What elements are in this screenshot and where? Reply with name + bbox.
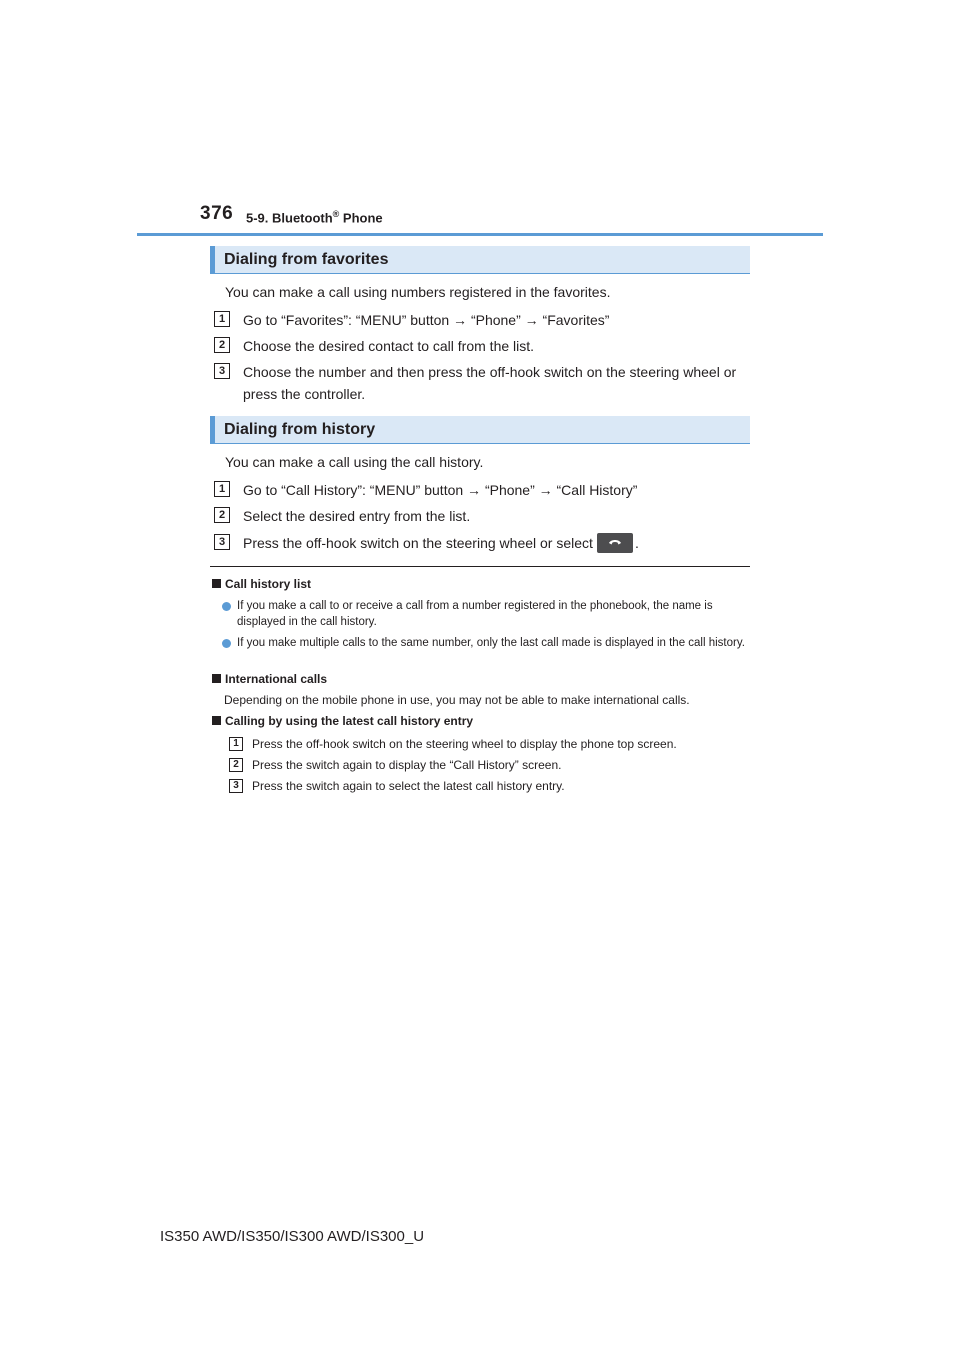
- favorites-intro: You can make a call using numbers registered in the favorites.: [225, 284, 611, 300]
- footer-model: IS350 AWD/IS350/IS300 AWD/IS300_U: [160, 1228, 425, 1245]
- note-heading-latest: [212, 714, 473, 728]
- section-favorites-heading: [210, 246, 750, 274]
- bullet-text: If you make multiple calls to the same number, only the last call made is displayed in the call history.: [237, 637, 745, 649]
- note-bullet: [222, 598, 752, 630]
- note-heading-international: [212, 672, 327, 686]
- chapter-title: [246, 209, 383, 225]
- circle-bullet-icon: [222, 602, 231, 611]
- square-bullet-icon: [212, 716, 221, 725]
- note-bullet: [222, 635, 752, 651]
- chapter-name: 5-9. Bluetooth: [246, 210, 333, 226]
- step-text: Choose the desired contact to call from the list.: [243, 338, 535, 354]
- notes-divider: [210, 566, 750, 567]
- registered-mark: ®: [332, 209, 340, 219]
- step-text: Go to “Favorites”: “MENU” button → “Phone” → “Favorites”: [243, 312, 610, 328]
- header-rule: [137, 233, 823, 236]
- step-text-main: Press the off-hook switch on the steering wheel or select: [243, 535, 593, 551]
- step-text: [243, 532, 753, 554]
- step-text: Select the desired entry from the list.: [243, 508, 471, 524]
- step-text: Press the off-hook switch on the steering wheel to display the phone top screen.: [252, 737, 677, 751]
- step-text: Go to “Call History”: “MENU” button → “Phone” → “Call History”: [243, 482, 638, 498]
- section-history-heading: [210, 416, 750, 444]
- step-number: 1: [229, 737, 243, 751]
- section-title: Dialing from history: [224, 421, 376, 438]
- note-heading-text: Call history list: [225, 577, 312, 591]
- page-number: 376: [200, 203, 234, 224]
- step-text: Press the switch again to select the latest call history entry.: [252, 779, 565, 793]
- step-number: 1: [214, 311, 230, 327]
- step-number: 2: [214, 507, 230, 523]
- bullet-text: If you make a call to or receive a call from a number registered in the phonebook, the name is displayed in the call history.: [237, 600, 713, 628]
- step-number: 2: [229, 758, 243, 772]
- step-number: 3: [214, 534, 230, 550]
- square-bullet-icon: [212, 579, 221, 588]
- step-text-end: .: [634, 535, 639, 551]
- phone-handset-icon: [608, 537, 622, 547]
- chapter-suffix: Phone: [339, 210, 383, 226]
- circle-bullet-icon: [222, 639, 231, 648]
- step-text: Choose the number and then press the off-hook switch on the steering wheel or press the controller.: [243, 364, 737, 402]
- section-title: Dialing from favorites: [224, 251, 389, 268]
- square-bullet-icon: [212, 674, 221, 683]
- step-number: 3: [229, 779, 243, 793]
- step-number: 2: [214, 337, 230, 353]
- note-heading-text: Calling by using the latest call history entry: [225, 714, 474, 728]
- note-heading-call-history: [212, 577, 311, 591]
- history-intro: You can make a call using the call history.: [225, 454, 484, 470]
- step-number: 3: [214, 363, 230, 379]
- note-heading-text: International calls: [225, 672, 328, 686]
- international-text: Depending on the mobile phone in use, you may not be able to make international calls.: [224, 693, 690, 707]
- phone-call-button: [597, 533, 633, 553]
- step-number: 1: [214, 481, 230, 497]
- step-text: Press the switch again to display the “Call History” screen.: [252, 758, 562, 772]
